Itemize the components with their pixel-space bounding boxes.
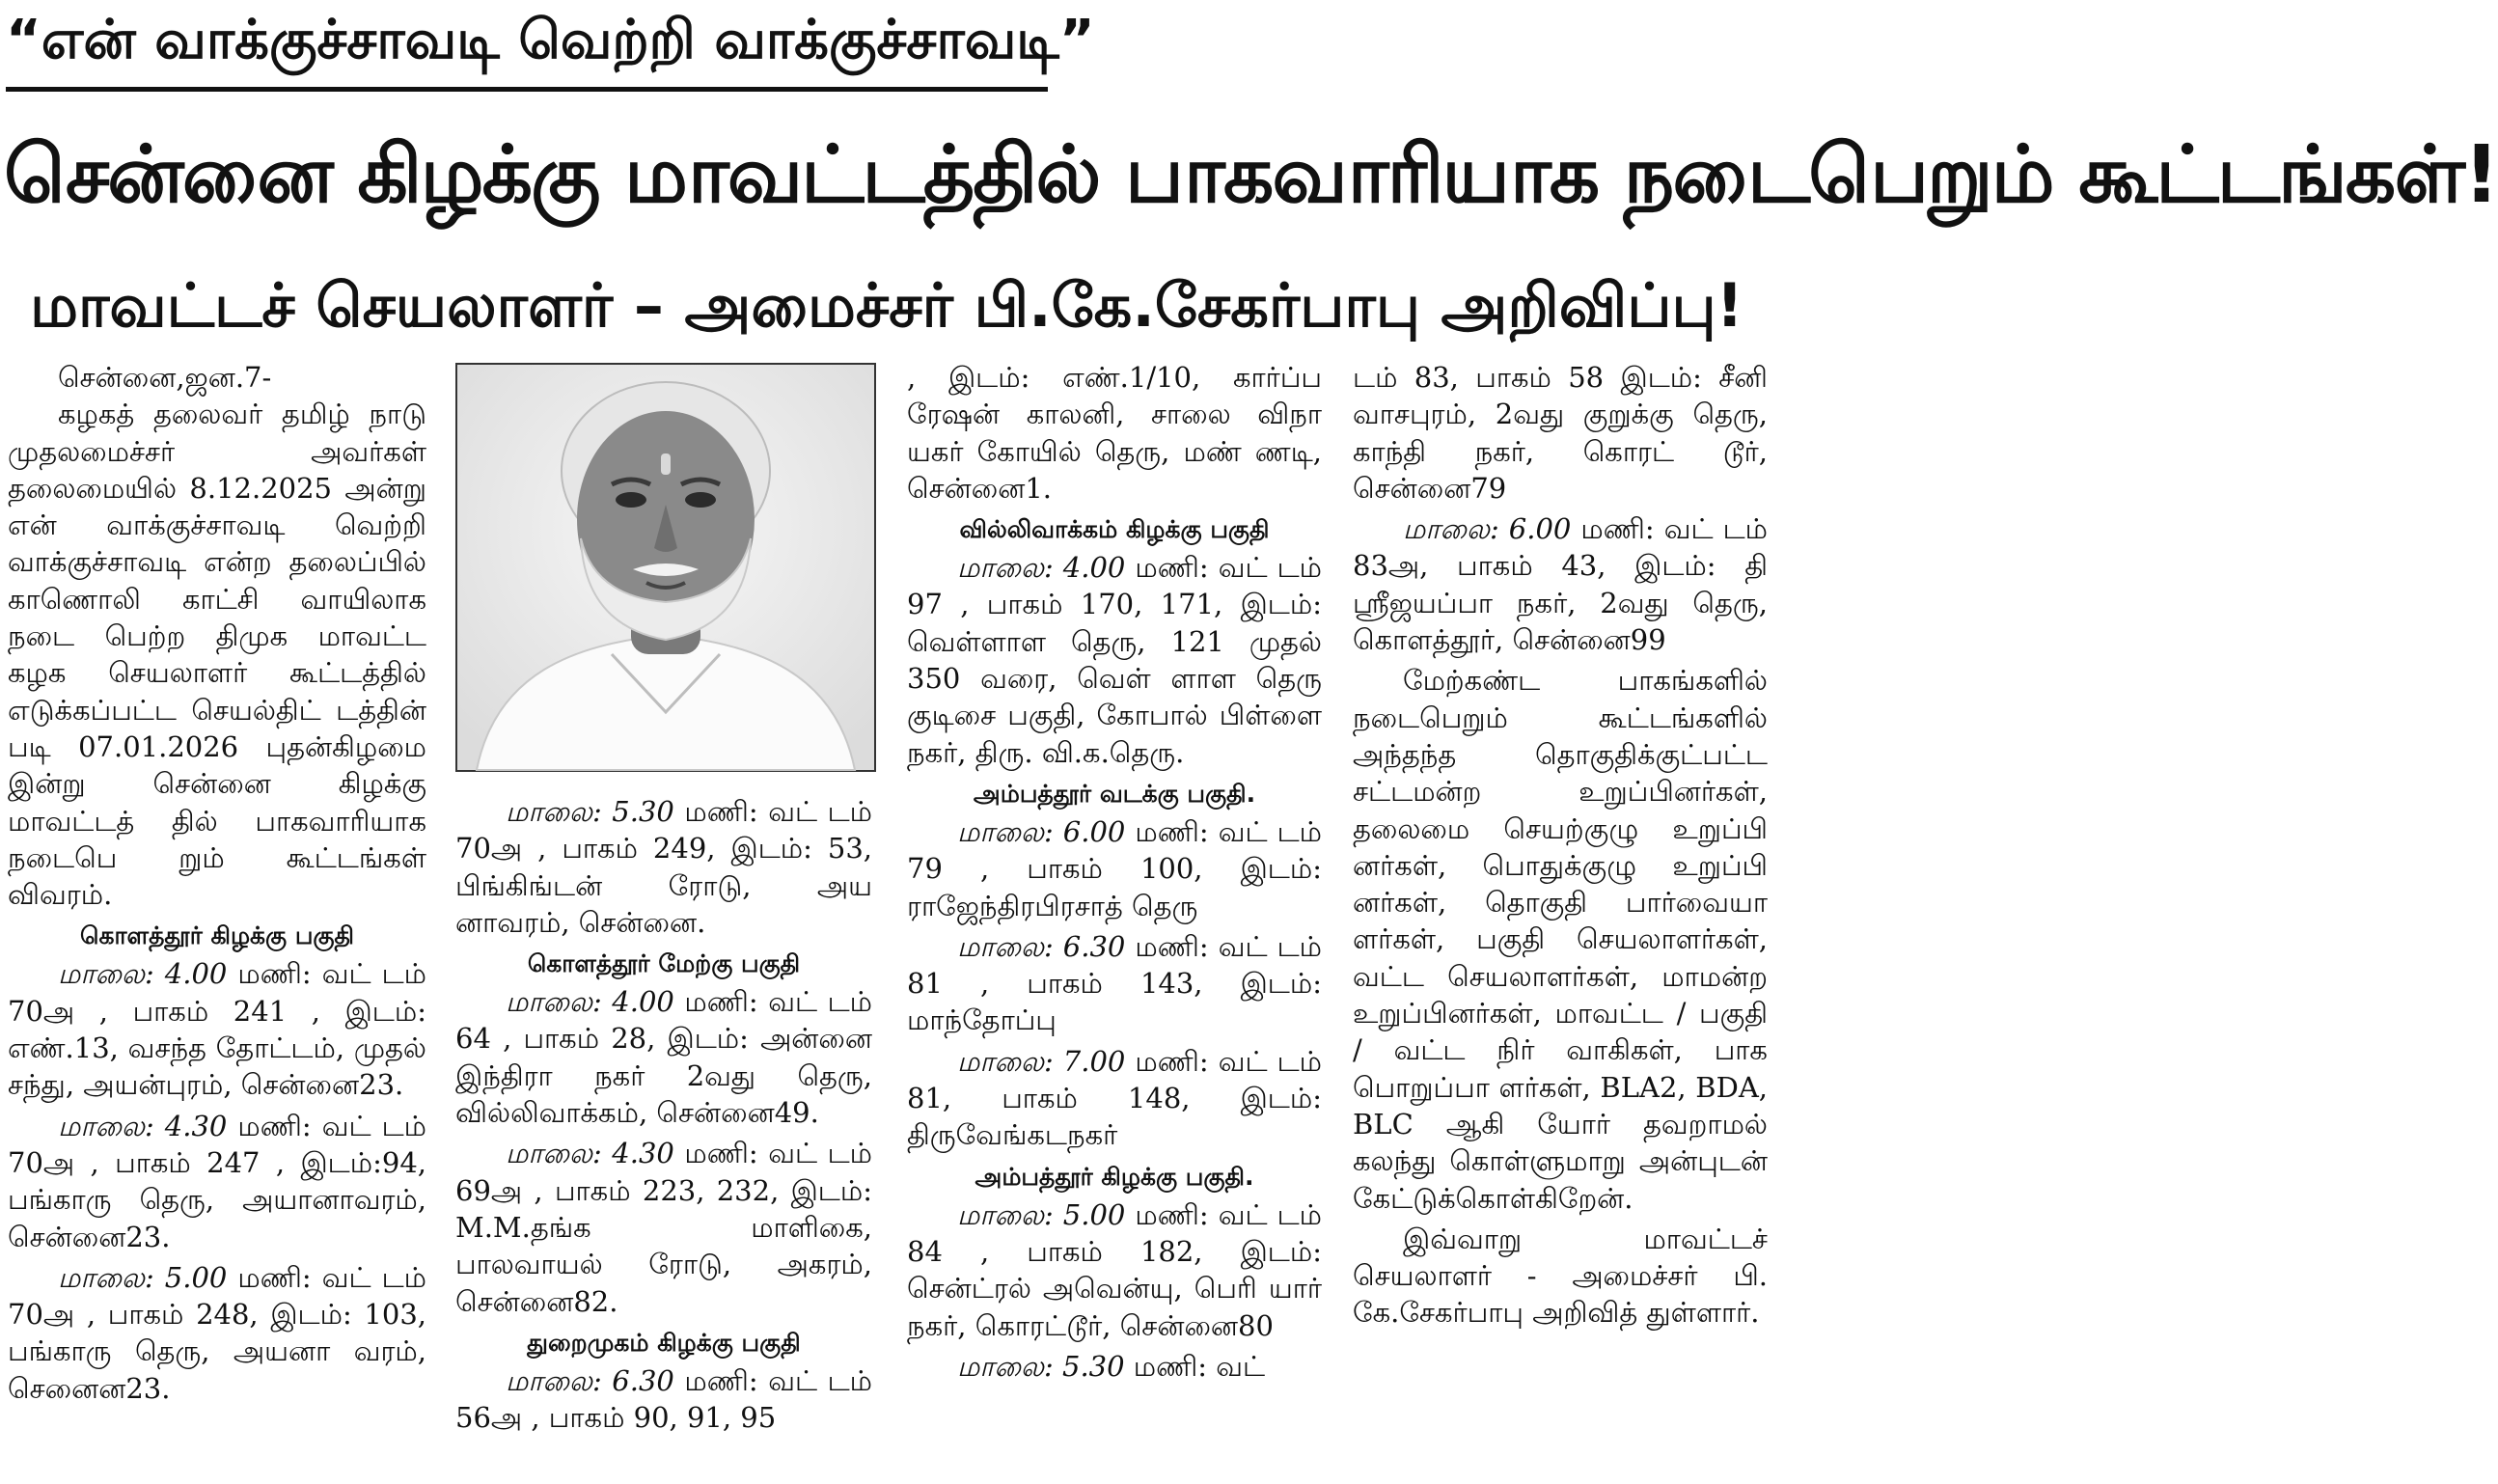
meeting-time: மாலை: 6.00	[1403, 512, 1572, 546]
continued-text: டம் 83, பாகம் 58 இடம்: சீனி வாசபுரம், 2வது குறுக்கு தெரு, காந்தி நகர், கொரட் டூர், சென்னை79	[1353, 361, 1768, 505]
meeting-entry	[455, 793, 872, 941]
meeting-time: மாலை: 4.30	[58, 1109, 228, 1142]
meeting-time: மாலை: 5.30	[506, 795, 674, 828]
column-3	[907, 359, 1322, 1388]
meeting-time: மாலை: 4.00	[506, 985, 674, 1019]
meeting-details: மணி: வட் டம் 70அ , பாகம் 248, இடம்: 103, பங்காரு தெரு, அயனா வரம், செனைன23.	[8, 1260, 426, 1405]
meeting-entry	[455, 983, 872, 1131]
meeting-details: மணி: வட் டம் 64 , பாகம் 28, இடம்: அன்னை இந்திரா நகர் 2வது தெரு, வில்லிவாக்கம், சென்னை49.	[455, 985, 872, 1130]
meeting-entry	[455, 1362, 872, 1437]
meeting-details: மணி: வட் டம் 70அ , பாகம் 249, இடம்: 53, பிங்கிங்டன் ரோடு, அய னாவரம், சென்னை.	[455, 795, 872, 939]
meeting-entry	[907, 1348, 1322, 1385]
meeting-entry	[8, 1259, 426, 1407]
meeting-time: மாலை: 6.30	[506, 1363, 674, 1397]
dateline: சென்னை,ஜன.7-	[58, 361, 272, 394]
meeting-details: மணி: வட் டம் 97 , பாகம் 170, 171, இடம்: வெள்ளாள தெரு, 121 முதல் 350 வரை, வெள் ளாள தெரு குடிசை பகுதி, கோபால் பிள்ளை நகர், திரு. வி.க.தெரு.	[907, 551, 1322, 769]
meeting-details: மணி: வட் டம் 56அ , பாகம் 90, 91, 95	[455, 1363, 872, 1435]
meeting-entry	[8, 1108, 426, 1255]
meeting-entry	[455, 1135, 872, 1319]
meeting-details: மணி: வட் டம் 69அ , பாகம் 223, 232, இடம்: M.M.தங்க மாளிகை, பாலவாயல் ரோடு, அகரம், சென்னை82.	[455, 1137, 872, 1318]
section-heading: கொளத்தூர் மேற்கு பகுதி	[527, 949, 801, 978]
meeting-details: மணி: வட்	[1124, 1349, 1266, 1383]
meeting-time: மாலை: 5.00	[957, 1197, 1126, 1231]
meeting-time: மாலை: 5.30	[957, 1349, 1125, 1383]
continued-text: , இடம்: எண்.1/10, கார்ப்ப ரேஷன் காலனி, சாலை விநா யகர் கோயில் தெரு, மண் ணடி, சென்னை1.	[907, 361, 1322, 505]
meeting-time: மாலை: 5.00	[58, 1260, 228, 1294]
column-4	[1353, 359, 1768, 1335]
headline: சென்னை கிழக்கு மாவட்டத்தில் பாகவாரியாக நடைபெறும் கூட்டங்கள்!	[4, 129, 2498, 221]
meeting-entry	[907, 813, 1322, 924]
section-heading: துறைமுகம் கிழக்கு பகுதி	[527, 1328, 801, 1357]
closing-paragraph: மேற்கண்ட பாகங்களில் நடைபெறும் கூட்டங்களில் அந்தந்த தொகுதிக்குட்பட்ட சட்டமன்ற உறுப்பினர்கள், தலைமை செயற்குழு உறுப்பி னர்கள், பொதுக்குழு உறுப்பி னர்கள், தொகுதி பார்வையா ளர்கள், பகுதி செயலாளர்கள், வட்ட செயலாளர்கள், மாமன்ற உறுப்பினர்கள், மாவட்ட / பகுதி / வட்ட நிர் வாகிகள், பாக பொறுப்பா ளர்கள், BLA2, BDA, BLC ஆகி யோர் தவறாமல் கலந்து கொள்ளுமாறு அன்புடன் கேட்டுக்கொள்கிறேன்.	[1353, 664, 1768, 1215]
meeting-details: மணி: வட் டம் 81 , பாகம் 143, இடம்: மாந்தோப்பு	[907, 929, 1322, 1037]
section-heading: வில்லிவாக்கம் கிழக்கு பகுதி	[959, 515, 1270, 544]
meeting-details: மணி: வட் டம் 70அ , பாகம் 241 , இடம்: எண்.13, வசந்த தோட்டம், முதல் சந்து, அயன்புரம், சென்னை23.	[8, 957, 426, 1102]
meeting-entry	[8, 955, 426, 1103]
meeting-entry	[1353, 510, 1768, 658]
meeting-entry	[907, 928, 1322, 1039]
meeting-details: மணி: வட் டம் 81, பாகம் 148, இடம்: திருவேங்கடநகர்	[907, 1044, 1322, 1152]
subheadline: மாவட்டச் செயலாளர் – அமைச்சர் பி.கே.சேகர்பாபு அறிவிப்பு!	[30, 270, 1743, 341]
meeting-details: மணி: வட் டம் 79 , பாகம் 100, இடம்: ராஜேந்திரபிரசாத் தெரு	[907, 814, 1322, 922]
meeting-time: மாலை: 7.00	[957, 1044, 1126, 1078]
column-2	[455, 793, 872, 1440]
column-1	[8, 359, 426, 1411]
meeting-entry	[907, 1043, 1322, 1154]
section-heading: கொளத்தூர் கிழக்கு பகுதி	[80, 921, 354, 950]
meeting-time: மாலை: 4.00	[58, 957, 228, 991]
meeting-time: மாலை: 6.00	[957, 814, 1126, 848]
intro-paragraph: கழகத் தலைவர் தமிழ் நாடு முதலமைச்சர் அவர்கள் தலைமையில் 8.12.2025 அன்று என் வாக்குச்சாவடி வெற்றி வாக்குச்சாவடி என்ற தலைப்பில் காணொலி காட்சி வாயிலாக நடை பெற்ற திமுக மாவட்ட கழக செயலாளர் கூட்டத்தில் எடுக்கப்பட்ட செயல்திட் டத்தின் படி 07.01.2026 புதன்கிழமை இன்று சென்னை கிழக்கு மாவட்டத் தில் பாகவாரியாக நடைபெ றும் கூட்டங்கள் விவரம்.	[8, 398, 426, 912]
section-heading: அம்பத்தூர் வடக்கு பகுதி.	[973, 779, 1256, 808]
section-heading: அம்பத்தூர் கிழக்கு பகுதி.	[974, 1162, 1254, 1191]
meeting-details: மணி: வட் டம் 84 , பாகம் 182, இடம்: சென்ட்ரல் அவென்யு, பெரி யார் நகர், கொரட்டூர், சென்னை80	[907, 1197, 1322, 1342]
meeting-time: மாலை: 4.30	[506, 1137, 674, 1170]
meeting-time: மாலை: 4.00	[957, 551, 1126, 585]
portrait-image	[457, 365, 874, 770]
meeting-time: மாலை: 6.30	[957, 929, 1126, 963]
portrait-photo	[455, 363, 876, 772]
meeting-details: மணி: வட் டம் 70அ , பாகம் 247 , இடம்:94, பங்காரு தெரு, அயானாவரம், சென்னை23.	[8, 1109, 426, 1253]
meeting-entry	[907, 549, 1322, 771]
meeting-entry	[907, 1196, 1322, 1344]
kicker-quote: “என் வாக்குச்சாவடி வெற்றி வாக்குச்சாவடி”	[6, 2, 1048, 92]
meeting-details: மணி: வட் டம் 83அ, பாகம் 43, இடம்: தி ஸ்ரீஜயப்பா நகர், 2வது தெரு, கொளத்தூர், சென்னை99	[1353, 512, 1768, 657]
closing-paragraph: இவ்வாறு மாவட்டச் செயலாளர் - அமைச்சர் பி. கே.சேகர்பாபு அறிவித் துள்ளார்.	[1353, 1222, 1768, 1330]
